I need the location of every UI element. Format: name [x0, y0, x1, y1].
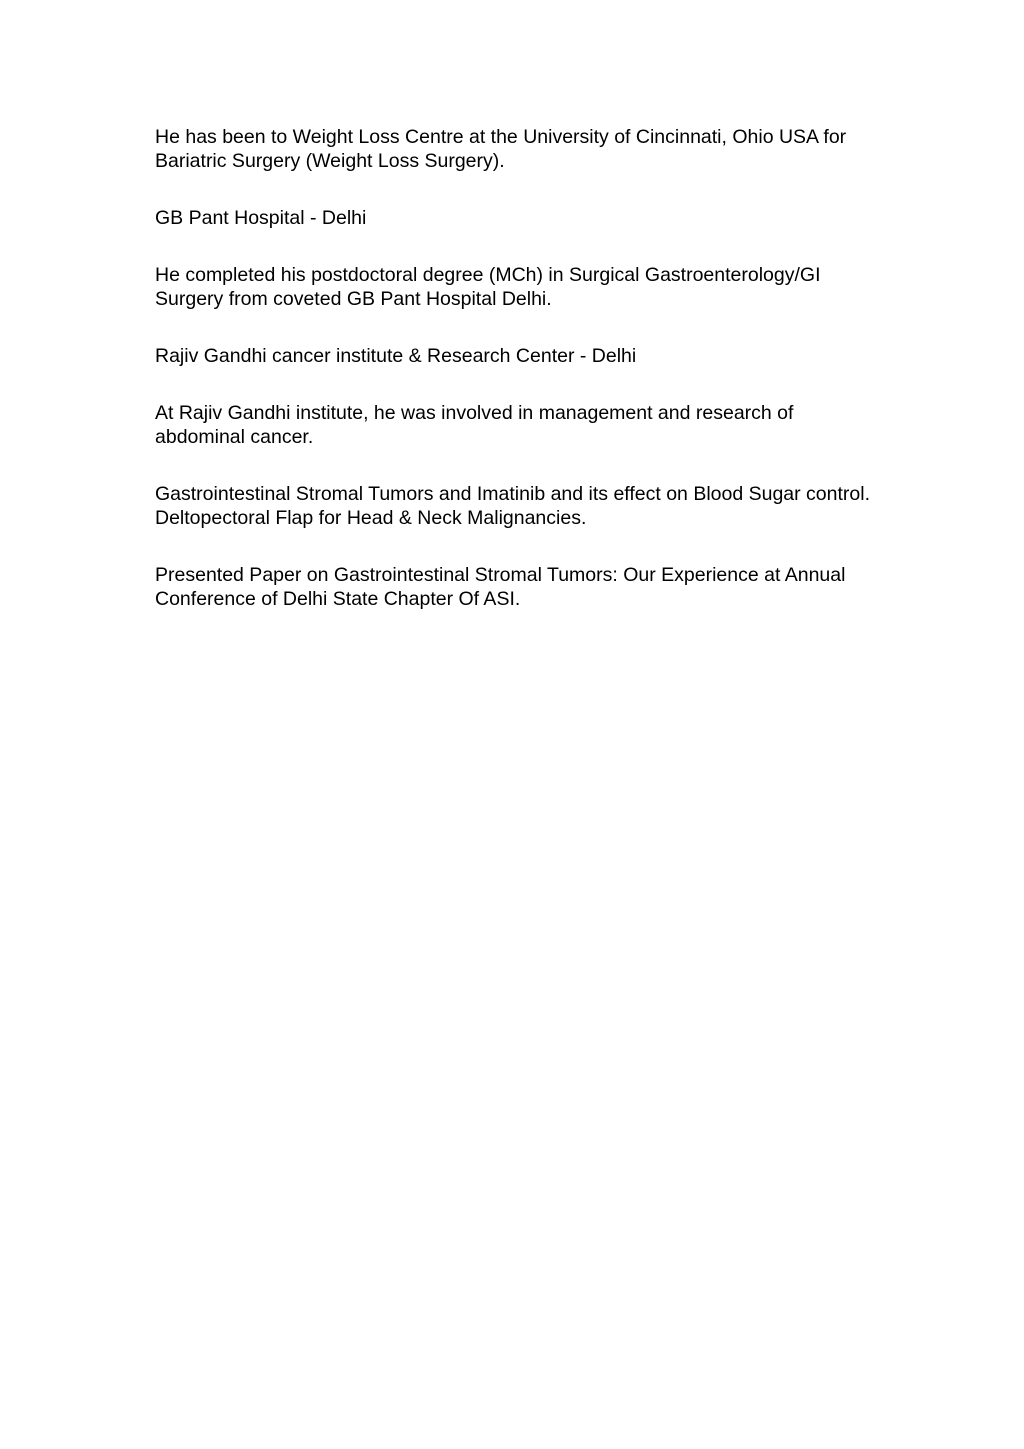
paragraph-presented-paper: Presented Paper on Gastrointestinal Stromal Tumors: Our Experience at Annual Conference of Delhi State Chapter Of ASI. — [155, 564, 846, 610]
heading-gb-pant-hospital: GB Pant Hospital - Delhi — [155, 207, 367, 229]
paragraph-abdominal-cancer: At Rajiv Gandhi institute, he was involved in management and research of abdominal cancer. — [155, 402, 794, 448]
paragraph-mch-degree: He completed his postdoctoral degree (MCh) in Surgical Gastroenterology/GI Surgery from coveted GB Pant Hospital Delhi. — [155, 264, 821, 310]
paragraph-research-topics: Gastrointestinal Stromal Tumors and Imatinib and its effect on Blood Sugar control. Deltopectoral Flap for Head & Neck Malignancies. — [155, 483, 871, 529]
heading-rajiv-gandhi-institute: Rajiv Gandhi cancer institute & Research Center - Delhi — [155, 345, 637, 367]
document-body — [155, 125, 870, 644]
paragraph-bariatric-training: He has been to Weight Loss Centre at the University of Cincinnati, Ohio USA for Bariatric Surgery (Weight Loss Surgery). — [155, 126, 847, 172]
